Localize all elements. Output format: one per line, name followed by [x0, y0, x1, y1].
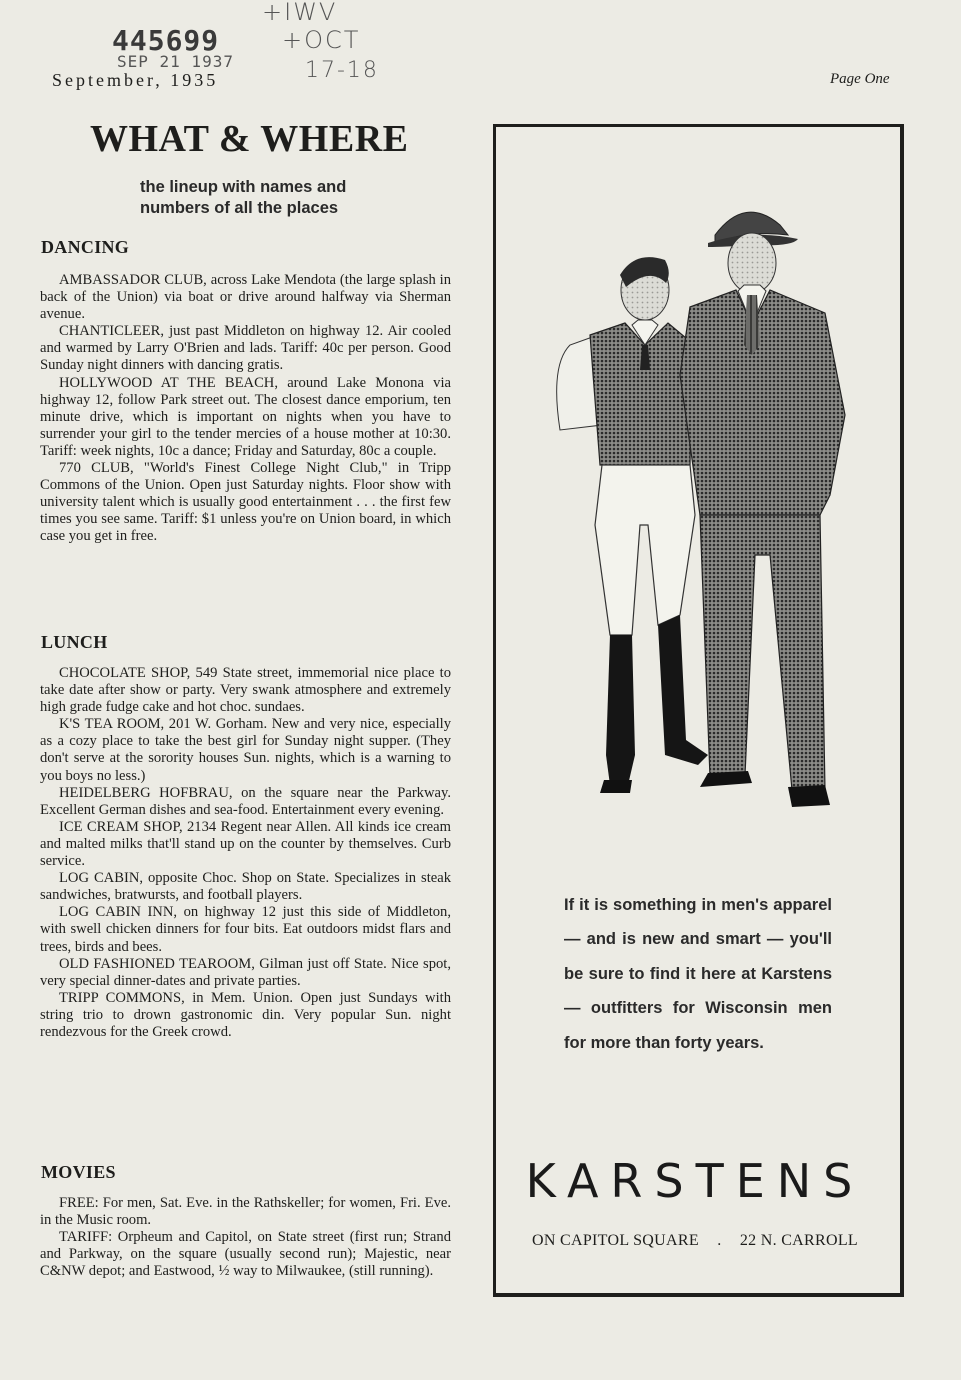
listing-paragraph: CHOCOLATE SHOP, 549 State street, immemorial nice place to take date after show or party. Very swank atmosphere and extremely high grade fudge cake and hot choc. sundaes. [40, 665, 451, 716]
handwritten-note: +OCT [282, 26, 361, 54]
listing-paragraph: TARIFF: Orpheum and Capitol, on State street (first run; Strand and Parkway, on the square (usually second run); Majestic, near C&NW depot; and Eastwood, ½ way to Milwaukee, (still running). [40, 1229, 451, 1280]
brand-name: KARSTENS [525, 1154, 865, 1208]
listing-paragraph: OLD FASHIONED TEAROOM, Gilman just off State. Nice spot, very special dinner-dates and private parties. [40, 955, 451, 989]
listing-paragraph: AMBASSADOR CLUB, across Lake Mendota (the large splash in back of the Union) via boat or drive around halfway via Sherman avenue. [40, 272, 451, 323]
address-location: ON CAPITOL SQUARE [532, 1232, 699, 1249]
issue-date: September, 1935 [52, 70, 219, 90]
address-separator: . [717, 1232, 722, 1249]
catalog-stamp-number: 445699 [112, 24, 220, 57]
address-street: 22 N. CARROLL [739, 1232, 858, 1249]
listing-paragraph: TRIPP COMMONS, in Mem. Union. Open just Sundays with string trio to drown gastronomic din. Very popular Sun. night rendezvous for the Greek crowd. [40, 989, 451, 1040]
received-date-stamp: SEP 21 1937 [117, 52, 234, 71]
handwritten-note: +IWV [262, 0, 338, 26]
section-heading-dancing: DANCING [41, 237, 130, 257]
section-heading-movies: MOVIES [41, 1162, 116, 1182]
handwritten-note: 17-18 [305, 58, 379, 83]
page-number: Page One [830, 71, 890, 87]
section-heading-lunch: LUNCH [41, 632, 108, 652]
listing-paragraph: 770 CLUB, "World's Finest College Night Club," in Tripp Commons of the Union. Open just Saturday nights. Floor show with university talent which is usually good entertainment . . . the first few times you see same. Tariff: $1 unless you're on Union board, in which case you get in free. [40, 460, 451, 545]
fashion-illustration [540, 195, 860, 815]
listing-paragraph: ICE CREAM SHOP, 2134 Regent near Allen. All kinds ice cream and malted milks that'll stand up on the counter by themselves. Curb service. [40, 818, 451, 870]
listing-paragraph: K'S TEA ROOM, 201 W. Gorham. New and very nice, especially as a cozy place to take the best girl for Sunday night supper. (They don't serve at the sorority houses Sun. nights, which is a warning to you boys no less.) [40, 716, 451, 784]
section-body-lunch [40, 665, 451, 1041]
listing-paragraph: LOG CABIN, opposite Choc. Shop on State. Specializes in steak sandwiches, bratwursts, and football players. [40, 870, 451, 904]
article-title: WHAT & WHERE [90, 118, 409, 160]
listing-paragraph: CHANTICLEER, just past Middleton on highway 12. Air cooled and warmed by Larry O'Brien and lads. Tariff: 40c per person. Good Sunday night dinners with dancing gratis. [40, 323, 451, 374]
man-figure [680, 212, 845, 807]
article-subtitle: the lineup with names and numbers of all the places [140, 178, 347, 217]
listing-paragraph: HOLLYWOOD AT THE BEACH, around Lake Monona via highway 12, follow Park street out. The closest dance emporium, ten minute drive, which is important on nights when you have to surrender your girl to the tender mercies of a house mother at 10:30. Tariff: week nights, 10c a dance; Friday and Saturday, 80c a couple. [40, 374, 451, 459]
listing-paragraph: HEIDELBERG HOFBRAU, on the square near the Parkway. Excellent German dishes and sea-food. Entertainment every evening. [40, 784, 451, 818]
section-body-dancing [40, 272, 451, 546]
listing-paragraph: FREE: For men, Sat. Eve. in the Rathskeller; for women, Fri. Eve. in the Music room. [40, 1195, 451, 1229]
listing-paragraph: LOG CABIN INN, on highway 12 just this side of Middleton, with swell chicken dinners for four bits. Eat outdoors midst flars and trees, birds and bees. [40, 904, 451, 955]
section-body-movies [40, 1195, 451, 1280]
store-address [495, 1232, 895, 1250]
advertisement-copy: If it is something in men's apparel — and is new and smart — you'll be sure to find it here at Karstens — outfitters for Wisconsin men for more than forty years. [564, 896, 832, 1052]
